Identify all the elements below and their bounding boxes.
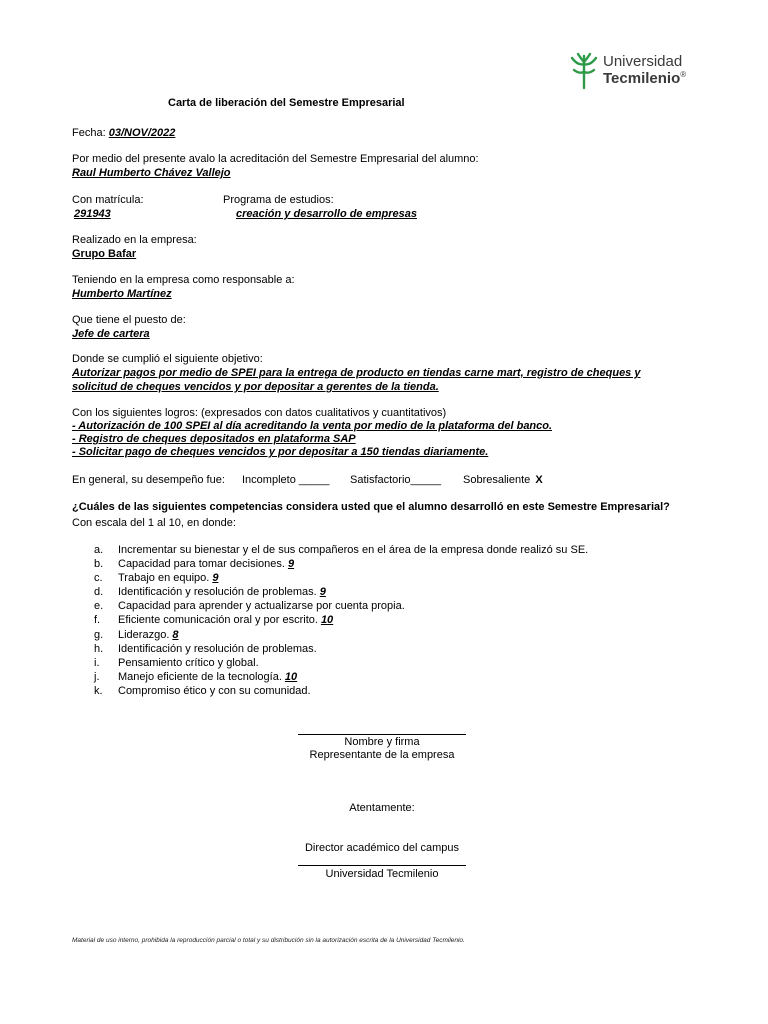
- desempeno-incompleto: Incompleto _____: [242, 474, 330, 486]
- empresa-label: Realizado en la empresa:: [72, 234, 197, 246]
- firma2-line1: Director académico del campus: [304, 842, 460, 854]
- firma1-line1: Nombre y firma: [344, 736, 420, 748]
- desempeno-sobresaliente: Sobresaliente X: [463, 474, 543, 486]
- document-title: Carta de liberación del Semestre Empresarial: [168, 97, 405, 109]
- empresa-value: Grupo Bafar: [72, 248, 137, 260]
- puesto-label: Que tiene el puesto de:: [72, 314, 186, 326]
- atentamente-text: Atentamente:: [349, 802, 415, 814]
- firma1-line2: Representante de la empresa: [309, 749, 455, 761]
- desempeno-label: En general, su desempeño fue:: [72, 474, 225, 486]
- fecha-label: Fecha:: [72, 127, 106, 139]
- logro-item: - Autorización de 100 SPEI al día acreditando la venta por medio de la plataforma del banco.: [72, 420, 553, 432]
- firma2-line2: Universidad Tecmilenio: [325, 868, 439, 880]
- matricula-label: Con matrícula:: [72, 194, 144, 206]
- desempeno-satisfactorio: Satisfactorio_____: [350, 474, 442, 486]
- competencias-question: ¿Cuáles de las siguientes competencias considera usted que el alumno desarrolló en este Semestre Empresarial?: [72, 501, 670, 513]
- footer-disclaimer: Material de uso interno, prohibida la reproducción parcial o total y su distribución sin la autorización escrita de la Universidad Tecmilenio.: [72, 937, 465, 944]
- objetivo-line-1: Autorizar pagos por medio de SPEI para la entrega de producto en tiendas carne mart, registro de cheques y: [72, 367, 641, 379]
- fecha-value: 03/NOV/2022: [108, 127, 176, 139]
- logro-item: - Solicitar pago de cheques vencidos y por depositar a 150 tiendas diariamente.: [72, 446, 489, 458]
- objetivo-line-2: solicitud de cheques vencidos y por depositar a gerentes de la tienda.: [72, 381, 439, 393]
- puesto-value: Jefe de cartera: [72, 328, 150, 340]
- logros-label: Con los siguientes logros: (expresados con datos cualitativos y cuantitativos): [72, 407, 447, 419]
- logo-text-universidad: Universidad: [603, 53, 683, 70]
- document-page: Universidad Tecmilenio® Carta de liberación del Semestre Empresarial Fecha: 03/NOV/2022 Por medio del presente avalo la acreditación del Semestre Empresarial del alumno: Raul Humberto Chávez Vallejo Con matrícula: 291943 Programa de estudios: creación y desarrollo de empresas Realizado en la empresa: Grupo Bafar Teniendo en la empresa como responsable a: Humberto Martínez Que tiene el puesto de: Jefe de cartera Donde se cumplió el siguiente objetivo: Autorizar pagos por medio de SPEI para la entrega de producto en tiendas carne mart, registro de cheques y solicitud de cheques vencidos y por depositar a gerentes de la tienda. Con los siguientes logros: (expresados con datos cualitativos y cuantitativos) - Autorización de 100 SPEI al día acreditando la venta por medio de la plataforma del banco. - Registro de cheques depositados en plataforma SAP - Solicitar pago de cheques vencidos y por depositar a 150 tiendas diariamente. En general, su desempeño fue: Incompleto _____ Satisfactorio_____ Sobresaliente X ¿Cuáles de las siguientes competencias considera usted que el alumno desarrolló en este Semestre Empresarial? Con escala del 1 al 10, en donde: a. Incrementar su bienestar y el de sus compañeros en el área de la empresa donde realizó su SE. b. Capacidad para tomar decisiones. 9 c. Trabajo en equipo. 9 d. Identificación y resolución de problemas. 9 e. Capacidad para aprender y actualizarse por cuenta propia. f. Eficiente comunicación oral y por escrito. 10 g. Liderazgo. 8 h. Identificación y resolución de problemas. i. Pensamiento crítico y global. j. Manejo eficiente de la tecnología. 10 k. Compromiso ético y con su comunidad. Nombre y firma Representante de la empresa Atentamente: Director académico del campus Universidad Tecmilenio Material de uso interno, prohibida la reproducción parcial o total y su distribución sin la autorización escrita de la Universidad Tecmilenio.: [72, 53, 687, 944]
- sobresaliente-mark: X: [535, 474, 543, 486]
- matricula-value: 291943: [74, 208, 111, 220]
- signature-line-director: [298, 865, 466, 866]
- intro-text: Por medio del presente avalo la acreditación del Semestre Empresarial del alumno:: [72, 153, 479, 165]
- fecha-row: [72, 127, 175, 140]
- logro-item: - Registro de cheques depositados en plataforma SAP: [72, 433, 356, 445]
- objetivo-label: Donde se cumplió el siguiente objetivo:: [72, 353, 263, 365]
- responsable-value: Humberto Martínez: [72, 288, 172, 300]
- scale-text: Con escala del 1 al 10, en donde:: [72, 517, 236, 529]
- logo-text-tecmilenio: Tecmilenio®: [603, 70, 687, 87]
- student-name: Raul Humberto Chávez Vallejo: [72, 167, 231, 179]
- programa-value: creación y desarrollo de empresas: [236, 208, 417, 220]
- responsable-label: Teniendo en la empresa como responsable a:: [72, 274, 295, 286]
- programa-label: Programa de estudios:: [223, 194, 334, 206]
- signature-line-empresa: [298, 734, 466, 735]
